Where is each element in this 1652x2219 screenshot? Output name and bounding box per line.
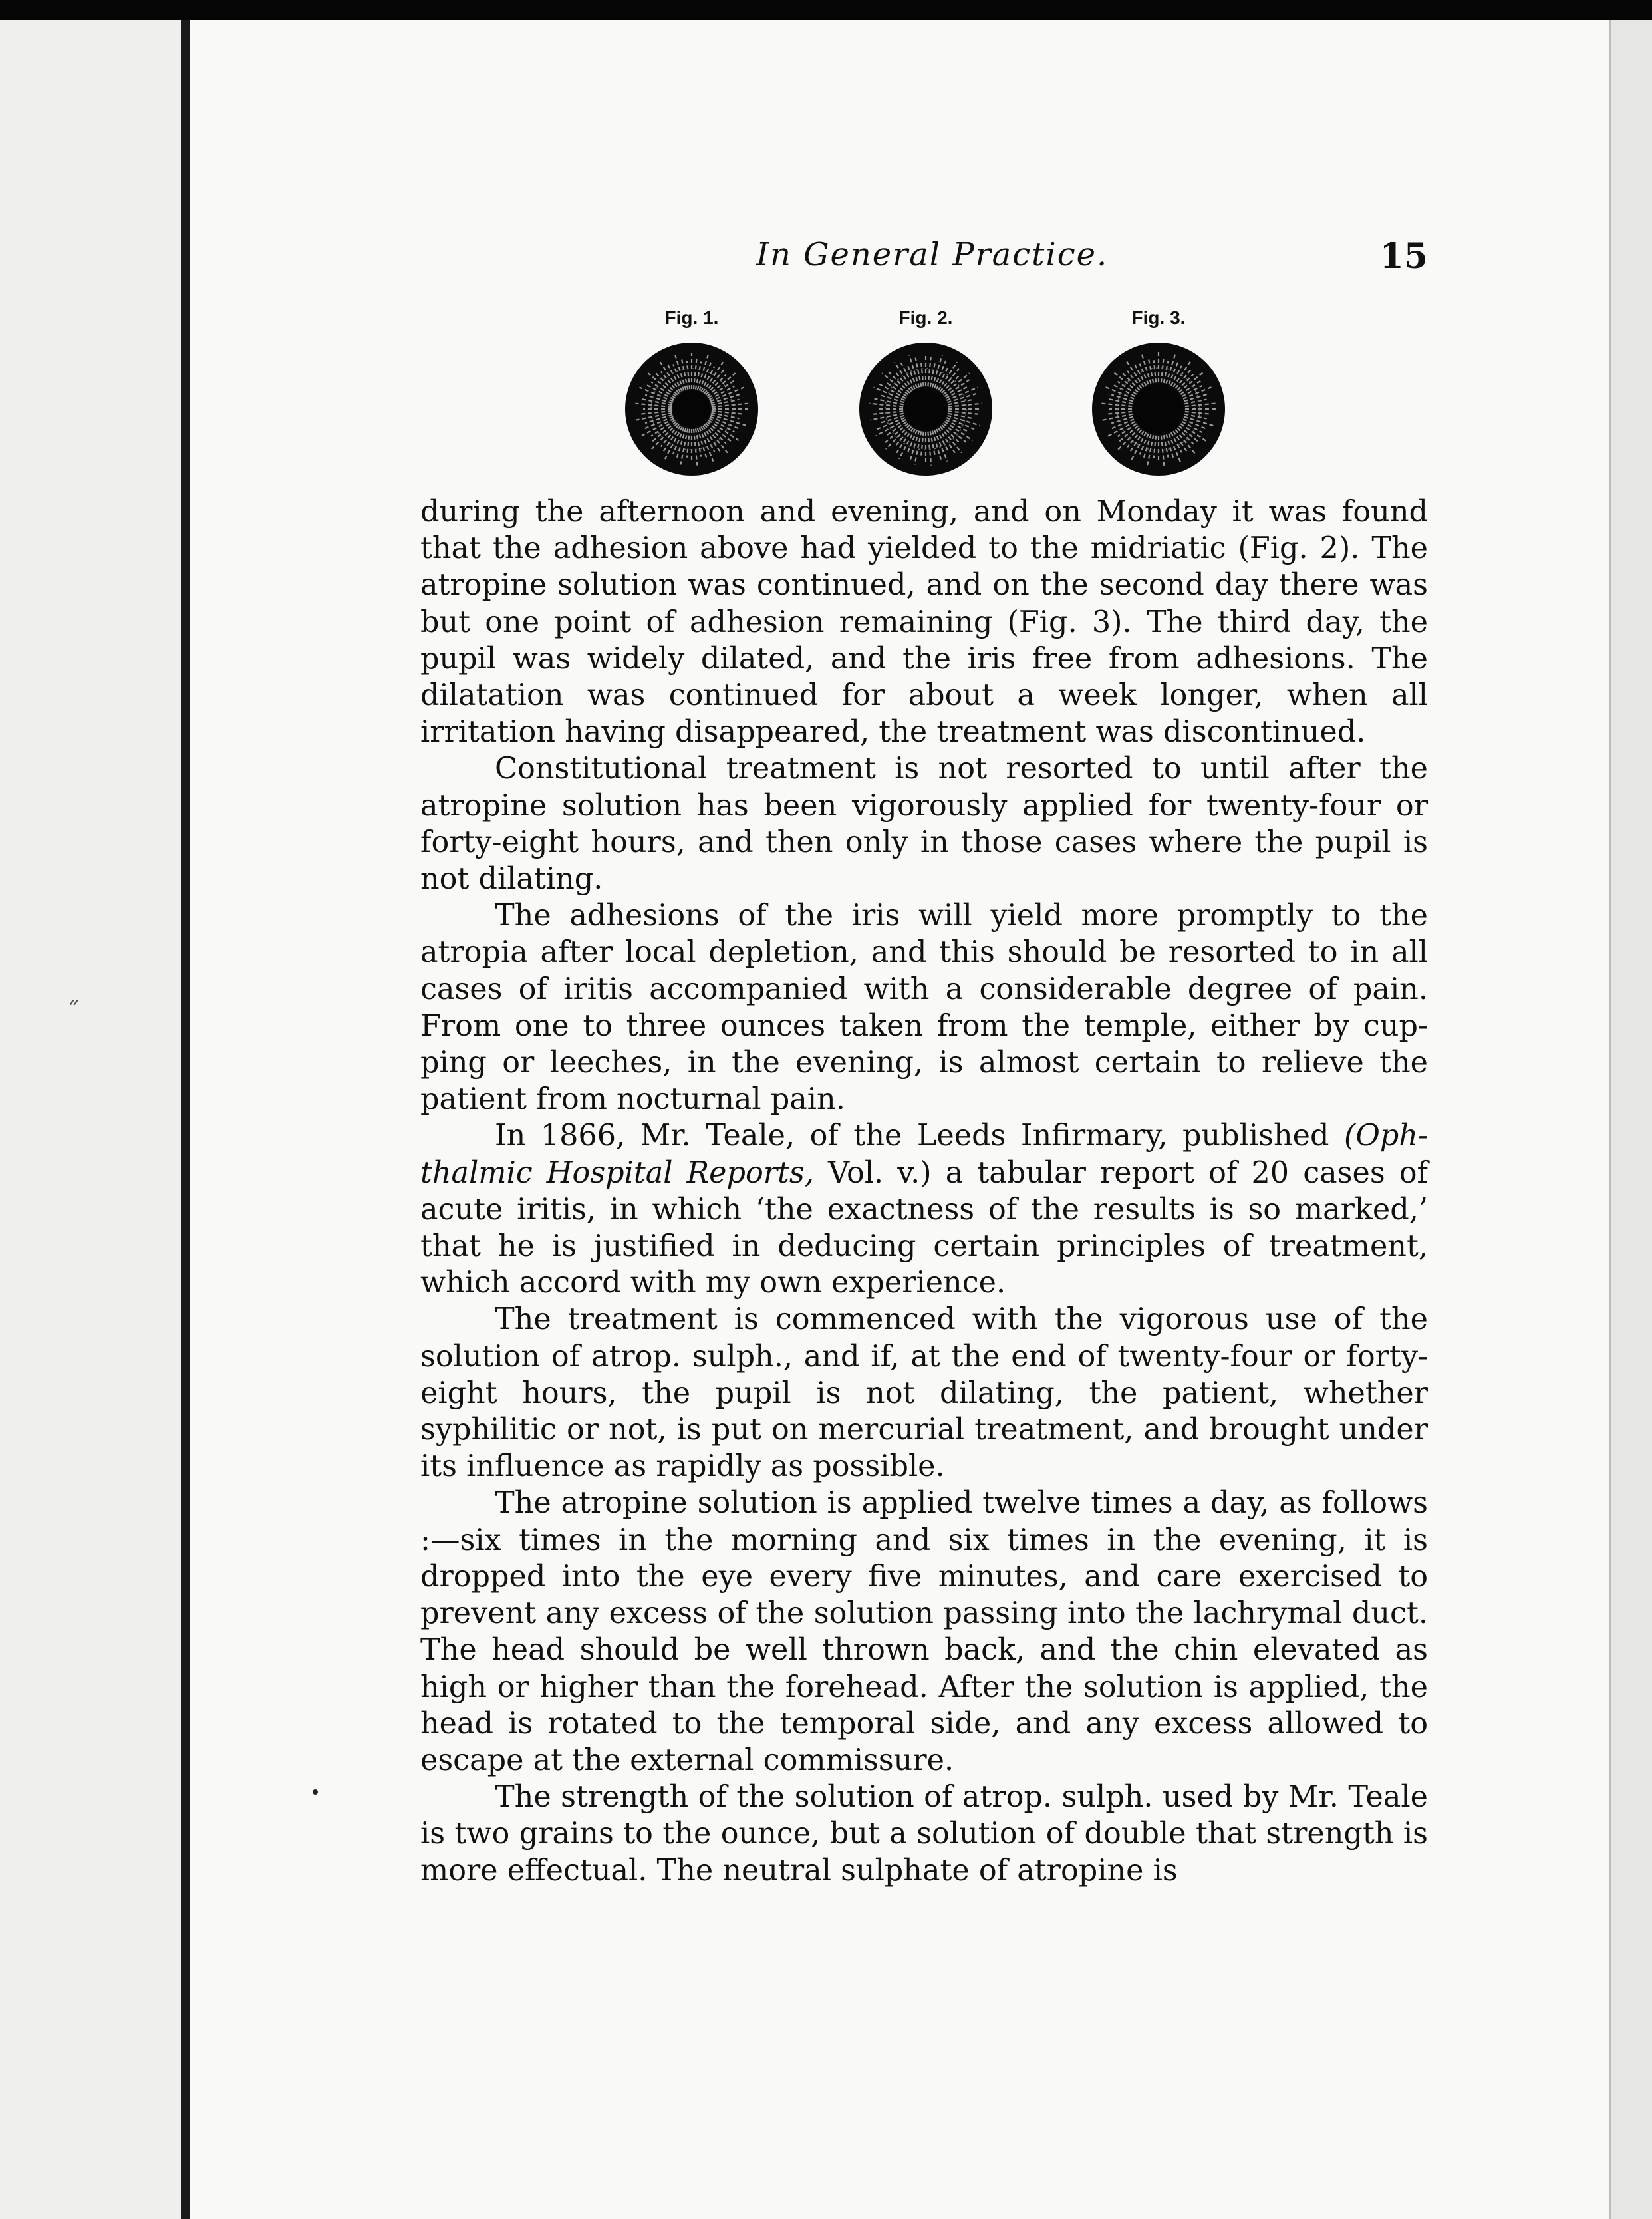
page-number: 15: [1379, 236, 1428, 277]
text-run: The treatment is commenced with the vigorous use of the solution of atrop. sulph., and if, at the end of twenty-four or forty-eight hours, the pupil is not dilating, the patient, whether syphilitic or not, is put on mercurial treatment, and brought under its influence as rapidly as possible.: [420, 1302, 1428, 1484]
scan-top-border: [0, 0, 1652, 20]
figure-caption: Fig. 1.: [664, 307, 719, 328]
running-header: [420, 236, 1428, 283]
page-right-edge: [1609, 20, 1652, 2219]
text-run: The strength of the solution of atrop. sulph. used by Mr. Teale is two grains to the ounce, but a solution of double that strength is more effectual. The neutral sulphate of atropine is: [420, 1780, 1428, 1888]
figure-2: [839, 307, 1012, 480]
text-run: Vol. v.) a tabular report of 20 cases of acute iritis, in which ‘the exactness of the results is so marked,’ that he is justified in deducing certain principles of treatment, which accord with my own experience.: [420, 1155, 1428, 1300]
book-gutter: [181, 20, 190, 2219]
figure-1: [605, 307, 778, 480]
facing-page-edge: [0, 20, 188, 2219]
paragraph: [420, 750, 1428, 897]
paragraph: [420, 897, 1428, 1117]
figure-caption: Fig. 3.: [1131, 307, 1186, 328]
paragraph: [420, 1779, 1428, 1889]
ink-dot: [313, 1789, 318, 1795]
text-run: The adhesions of the iris will yield more promptly to the atropia after local depletion, and this should be resorted to in all cases of iritis accompanied with a considerable degree of pain. From one to three ounces taken from the temple, either by cupping or leeches, in the evening, is almost certain to relieve the patient from nocturnal pain.: [420, 899, 1428, 1117]
paragraph: [420, 1301, 1428, 1485]
paragraph: [420, 494, 1428, 750]
text-run: Constitutional treatment is not resorted to until after the atropine solution has been vigorously applied for twenty-four or forty-eight hours, and then only in those cases where the pupil is not dilating.: [420, 752, 1428, 897]
figure-3: [1072, 307, 1245, 480]
paragraph: [420, 1485, 1428, 1779]
running-title: In General Practice.: [756, 236, 1109, 273]
iris-illustration: [605, 339, 778, 479]
italic-citation: (Ophthalmic Hospital Reports,: [420, 1119, 1428, 1190]
scan-speck: ˝: [67, 998, 80, 1028]
iris-illustration: [839, 339, 1012, 479]
text-run: In 1866, Mr. Teale, of the Leeds Infirmary, published: [495, 1119, 1344, 1153]
figure-caption: Fig. 2.: [898, 307, 953, 328]
text-run: The atropine solution is applied twelve times a day, as follows :—six times in the morning and six times in the evening, it is dropped into the eye every five minutes, and care exercised to prevent any excess of the solution passing into the lachrymal duct. The head should be well thrown back, and the chin elevated as high or higher than the forehead. After the solution is applied, the head is rotated to the temporal side, and any excess allowed to escape at the external commissure.: [420, 1486, 1428, 1777]
body-text: [420, 494, 1428, 1889]
paragraph: [420, 1117, 1428, 1301]
text-run: during the afternoon and evening, and on Monday it was found that the adhesion above had yielded to the midriatic (Fig. 2). The atropine solution was continued, and on the second day there was but one point of adhesion remaining (Fig. 3). The third day, the pupil was widely dilated, and the iris free from adhesions. The dilatation was continued for about a week longer, when all irritation having disappeared, the treatment was discontinued.: [420, 495, 1428, 750]
iris-illustration: [1072, 339, 1245, 479]
